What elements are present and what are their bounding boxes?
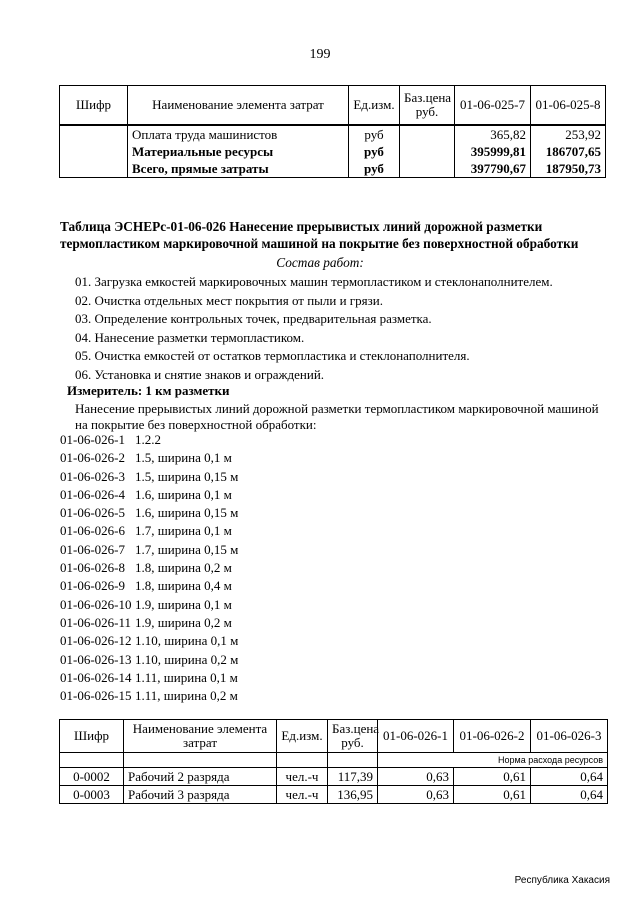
cost-table-025	[59, 85, 606, 178]
norm-empty-cell	[124, 753, 277, 768]
code-text: 1.11, ширина 0,2 м	[135, 688, 238, 704]
cell-value-2: 186707,65	[531, 143, 606, 160]
header-name-line1: Наименование элемента	[132, 721, 268, 736]
cell-name: Рабочий 2 разряда	[124, 768, 277, 786]
cell-value-1: 365,82	[455, 125, 531, 143]
code-id: 01-06-026-7	[60, 541, 125, 557]
cell-unit: чел.-ч	[277, 786, 328, 804]
code-text: 1.11, ширина 0,1 м	[135, 669, 238, 685]
cell-name: Всего, прямые затраты	[128, 160, 349, 178]
code-item	[60, 504, 238, 522]
header-code: Шифр	[60, 86, 128, 126]
works-list	[75, 273, 553, 384]
code-text: 1.6, ширина 0,15 м	[135, 505, 239, 521]
cell-unit: чел.-ч	[277, 768, 328, 786]
work-item: 01. Загрузка емкостей маркировочных машин термопластиком и стеклонаполнителем.	[75, 274, 553, 289]
code-id: 01-06-026-9	[60, 578, 125, 594]
code-text: 1.9, ширина 0,2 м	[135, 614, 232, 630]
code-text: 1.2.2	[135, 432, 161, 447]
norm-label-row	[60, 753, 608, 768]
code-item	[60, 486, 238, 504]
code-item	[60, 522, 238, 540]
section-title	[60, 218, 620, 252]
code-text: 1.10, ширина 0,2 м	[135, 651, 239, 667]
code-item	[60, 651, 238, 669]
table-row	[60, 768, 608, 786]
cell-value-2: 0,61	[454, 786, 531, 804]
code-item	[60, 468, 238, 486]
header-base-price-line1: Баз.цена	[332, 721, 380, 736]
header-col-026-1: 01-06-026-1	[378, 720, 454, 753]
header-unit: Ед.изм.	[277, 720, 328, 753]
code-item	[60, 687, 238, 705]
cell-unit: руб	[349, 125, 400, 143]
code-text: 1.5, ширина 0,1 м	[135, 450, 232, 466]
code-item	[60, 614, 238, 632]
code-text: 1.6, ширина 0,1 м	[135, 486, 232, 502]
header-col-026-3: 01-06-026-3	[531, 720, 608, 753]
code-item	[60, 559, 238, 577]
cell-name: Оплата труда машинистов	[128, 125, 349, 143]
work-item: 05. Очистка емкостей от остатков термопластика и стеклонаполнителя.	[75, 348, 470, 363]
cell-value-1: 397790,67	[455, 160, 531, 178]
cell-value-2: 187950,73	[531, 160, 606, 178]
description-line1: Нанесение прерывистых линий дорожной разметки термопластиком маркировочной машиной	[75, 401, 599, 416]
code-id: 01-06-026-14	[60, 669, 132, 685]
code-item	[60, 596, 238, 614]
header-name-line2: затрат	[182, 735, 218, 750]
code-text: 1.7, ширина 0,1 м	[135, 523, 232, 539]
code-id: 01-06-026-4	[60, 486, 125, 502]
cell-price	[400, 125, 455, 143]
work-item: 03. Определение контрольных точек, предварительная разметка.	[75, 311, 432, 326]
cell-name: Рабочий 3 разряда	[124, 786, 277, 804]
cell-value-2: 253,92	[531, 125, 606, 143]
table-header-row	[60, 86, 606, 126]
code-item	[60, 541, 238, 559]
header-col-025-7: 01-06-025-7	[455, 86, 531, 126]
code-id: 01-06-026-5	[60, 505, 125, 521]
resource-norm-table-026	[59, 719, 608, 804]
header-base-price-line1: Баз.цена	[404, 90, 452, 105]
cell-code	[60, 143, 128, 160]
code-item	[60, 669, 238, 687]
cell-price	[400, 160, 455, 178]
header-base-price-line2: руб.	[415, 104, 439, 119]
header-code: Шифр	[60, 720, 124, 753]
page-number: 199	[309, 47, 331, 62]
header-col-025-8: 01-06-025-8	[531, 86, 606, 126]
cell-value-2: 0,61	[454, 768, 531, 786]
code-text: 1.5, ширина 0,15 м	[135, 468, 239, 484]
header-base-price-line2: руб.	[341, 735, 364, 750]
cell-code: 0-0003	[60, 786, 124, 804]
work-item: 04. Нанесение разметки термопластиком.	[75, 329, 305, 345]
cell-code: 0-0002	[60, 768, 124, 786]
code-item	[60, 577, 238, 595]
code-id: 01-06-026-2	[60, 450, 125, 466]
section-title-line2: термопластиком маркировочной машиной на покрытие без поверхностной обработки	[60, 236, 579, 251]
cell-value-1: 0,63	[378, 786, 454, 804]
cell-price: 136,95	[328, 786, 378, 804]
table-header-row	[60, 720, 608, 753]
cell-code	[60, 160, 128, 178]
meter-label: Измеритель: 1 км разметки	[67, 383, 230, 398]
header-name: Наименование элемента затрат	[128, 86, 349, 126]
code-item	[60, 632, 238, 650]
header-base-price	[400, 86, 455, 126]
header-name	[124, 720, 277, 753]
header-col-026-2: 01-06-026-2	[454, 720, 531, 753]
header-base-price	[328, 720, 378, 753]
works-heading: Состав работ:	[276, 255, 364, 270]
description-line2: на покрытие без поверхностной обработки:	[75, 416, 317, 432]
code-id: 01-06-026-10	[60, 596, 132, 612]
table-row	[60, 786, 608, 804]
norm-label: Норма расхода ресурсов	[378, 753, 608, 768]
codes-list	[60, 431, 238, 705]
code-text: 1.7, ширина 0,15 м	[135, 541, 239, 557]
table-row	[60, 125, 606, 143]
norm-empty-cell	[328, 753, 378, 768]
code-text: 1.10, ширина 0,1 м	[135, 633, 239, 649]
cell-price: 117,39	[328, 768, 378, 786]
table-row	[60, 160, 606, 178]
cell-value-1: 395999,81	[455, 143, 531, 160]
code-id: 01-06-026-3	[60, 468, 125, 484]
cell-value-3: 0,64	[531, 768, 608, 786]
cell-name: Материальные ресурсы	[128, 143, 349, 160]
cell-price	[400, 143, 455, 160]
cell-unit: руб	[349, 160, 400, 178]
code-id: 01-06-026-12	[60, 633, 132, 649]
code-item	[60, 449, 238, 467]
table-row	[60, 143, 606, 160]
code-text: 1.9, ширина 0,1 м	[135, 596, 232, 612]
code-id: 01-06-026-6	[60, 523, 125, 539]
footer-region: Республика Хакасия	[514, 875, 610, 886]
cell-value-3: 0,64	[531, 786, 608, 804]
cell-unit: руб	[349, 143, 400, 160]
code-item	[60, 431, 238, 449]
code-id: 01-06-026-1	[60, 432, 125, 447]
section-title-line1: Таблица ЭСНЕРс-01-06-026 Нанесение прерывистых линий дорожной разметки	[60, 219, 543, 234]
norm-empty-cell	[60, 753, 124, 768]
work-item: 06. Установка и снятие знаков и ограждений.	[75, 366, 325, 382]
work-item: 02. Очистка отдельных мест покрытия от пыли и грязи.	[75, 292, 383, 308]
code-id: 01-06-026-8	[60, 560, 125, 576]
description	[75, 401, 615, 432]
code-id: 01-06-026-15	[60, 688, 132, 704]
code-id: 01-06-026-11	[60, 614, 132, 630]
code-text: 1.8, ширина 0,2 м	[135, 560, 232, 576]
code-text: 1.8, ширина 0,4 м	[135, 578, 232, 594]
cell-value-1: 0,63	[378, 768, 454, 786]
header-unit: Ед.изм.	[349, 86, 400, 126]
code-id: 01-06-026-13	[60, 651, 132, 667]
cell-code	[60, 125, 128, 143]
norm-empty-cell	[277, 753, 328, 768]
